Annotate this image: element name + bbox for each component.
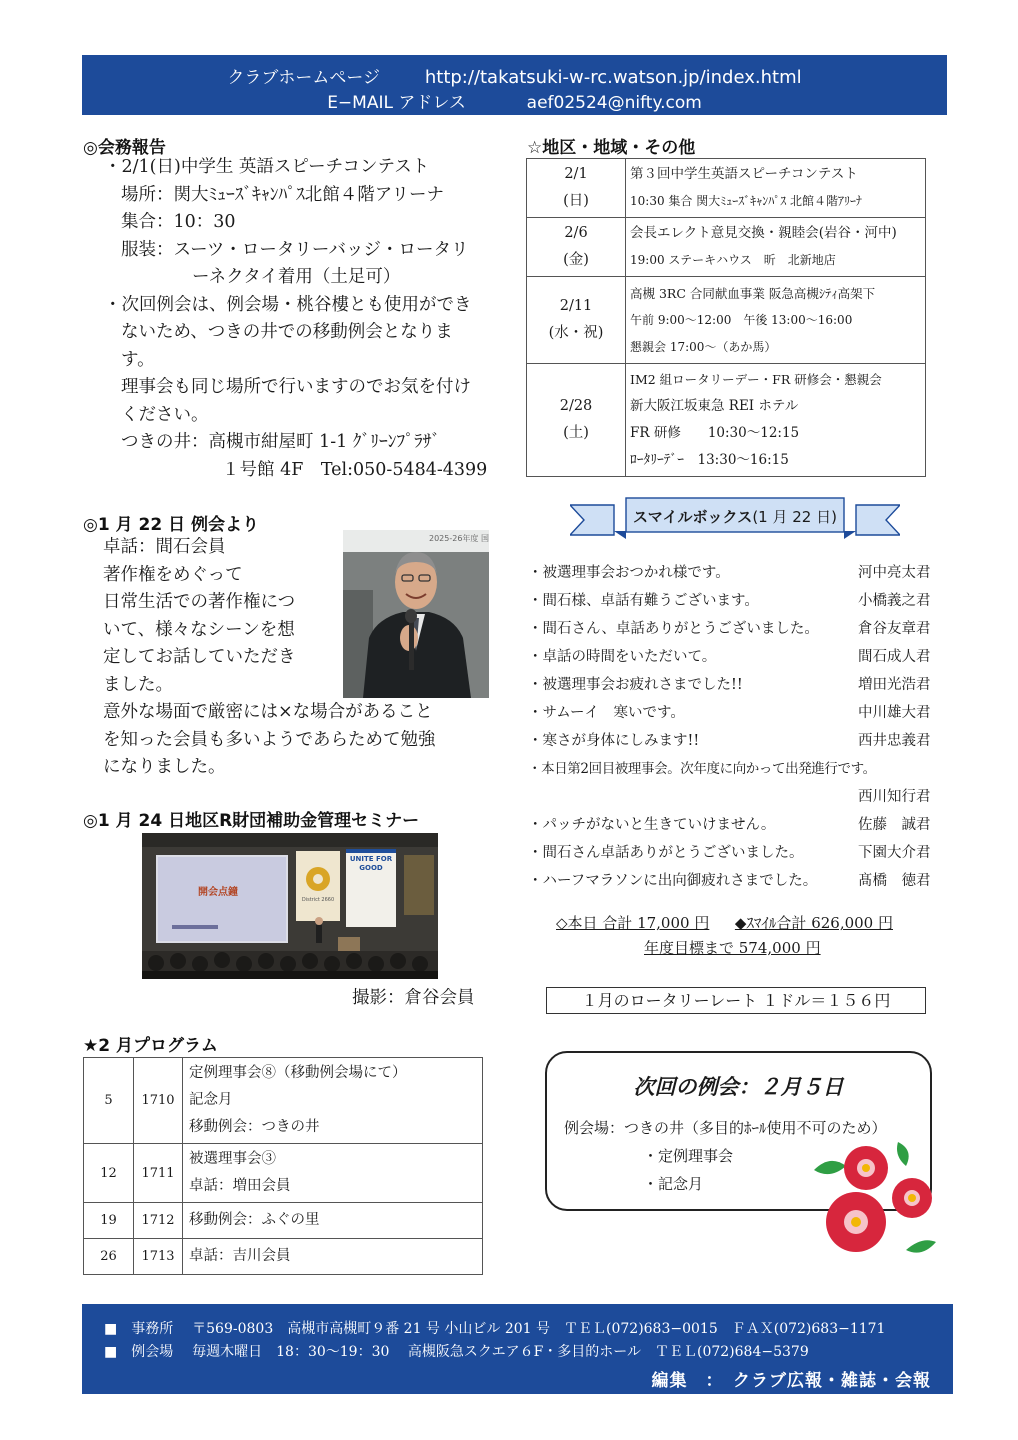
smile-member: 西川知行君 [858,789,931,805]
business-report-title: ◎会務報告 [83,138,166,158]
list-item [528,757,940,777]
seminar-photo [142,833,438,979]
footer-office-info: 〒569-0803 高槻市高槻町９番 21 号 小山ビル 201 号 ＴＥＬ(072)683−0015 ＦＡＸ(072)683−1171 [192,1321,886,1337]
list-item [528,701,940,722]
business-report-body [104,154,487,484]
event-line: 19:00 ステーキハウス 昕 北新地店 [630,253,836,267]
list-item [528,645,940,666]
list-item [528,589,940,610]
smile-member: 西井忠義君 [858,733,931,749]
smile-message: ・本日第2回目被理事会。次年度に向かって出発進行です。 [528,761,876,777]
program-day: 5 [84,1058,134,1144]
table-cell-date [527,218,626,277]
smile-box-title: スマイルボックス [633,508,753,526]
table-row [527,364,926,477]
event-line: IM2 組ロータリーデー・FR 研修会・懇親会 [630,372,882,387]
footer-venue-row [104,1341,809,1361]
event-line: FR 研修 10:30〜12:15 [630,425,800,441]
smile-member: 河中亮太君 [858,565,931,581]
meeting-title: ◎1 月 22 日 例会より [83,515,259,535]
footer-banner [82,1304,953,1394]
header-banner [82,55,947,115]
list-item [528,673,940,694]
next-meeting-venue: 例会場：つきの井（多目的ﾎｰﾙ使用不可のため） [564,1119,887,1137]
smile-message: ・間石さん卓話ありがとうございました。 [528,845,804,861]
smile-message: ・サムーイ 寒いです。 [528,705,685,721]
event-line: 新大阪江坂東急 REI ホテル [630,398,799,414]
rotary-rate-box: １月のロータリーレート １ドル＝１５６円 [546,987,926,1014]
footer-venue-info: 毎週木曜日 18：30〜19：30 高槻阪急スクエア６F・多目的ホール ＴＥＬ(072)684−5379 [192,1344,809,1360]
business-line: ーネクタイ着用（土足可） [192,267,401,287]
table-row [84,1239,483,1275]
meeting-line: 意外な場面で厳密には×な場合があること [103,702,433,722]
smile-member: 髙橋 徳君 [858,873,931,889]
list-item [528,729,940,750]
table-row [84,1203,483,1239]
event-line: 第３回中学生英語スピーチコンテスト [630,166,858,182]
table-row [84,1058,483,1144]
event-line: 午前 9:00〜12:00 午後 13:00〜16:00 [630,312,853,327]
business-line: １号館 4F Tel:050-5484-4399 [222,459,488,480]
program-activities [183,1239,483,1275]
email-address[interactable]: aef02524@nifty.com [526,93,702,113]
table-cell-description [626,218,926,277]
list-item [528,813,940,834]
program-activities [183,1203,483,1239]
footer-venue-label: ■ 例会場 [104,1344,174,1360]
program-activities [183,1144,483,1203]
next-meeting-title: 次回の例会：２月５日 [633,1075,844,1099]
business-line: つきの井：高槻市紺屋町 1-1 ｸﾞﾘｰﾝﾌﾟﾗｻﾞ [121,432,441,452]
program-table [83,1057,483,1275]
program-line: 卓話：吉川会員 [189,1248,291,1264]
event-weekday: (水・祝) [548,325,604,341]
smile-message: ・ハーフマラソンに出向御疲れさまでした。 [528,873,818,889]
business-line: ・次回例会は、例会場・桃谷樓とも使用ができ [104,294,472,315]
district-title: ☆地区・地域・その他 [527,138,696,158]
seminar-banner-district: District 2660 [301,897,335,903]
smile-target: 年度目標まで 574,000 円 [644,939,821,957]
smile-message: ・卓話の時間をいただいて。 [528,649,717,665]
table-row [527,218,926,277]
smile-total-cumulative: ◆ｽﾏｲﾙ合計 626,000 円 [734,914,893,932]
smile-totals [556,912,893,933]
smile-box-title-wrap [626,506,844,527]
seminar-screen-text: 開会点鐘 [198,887,238,898]
business-line: 服装：スーツ・ロータリーバッジ・ロータリ [121,239,469,260]
program-title: ★2 月プログラム [83,1036,218,1056]
business-line: 集合：10：30 [121,212,236,232]
smile-box-date: (1 月 22 日) [752,508,837,526]
table-cell-date [527,364,626,477]
business-line: す。 [121,349,155,370]
smile-member: 中川雄大君 [858,705,931,721]
event-date: 2/1 [564,166,588,182]
meeting-line: 定してお話していただき [103,647,296,667]
event-line: 高槻 3RC 合同献血事業 阪急高槻ｼﾃｨ高架下 [630,285,876,301]
program-activities [183,1058,483,1144]
event-date: 2/28 [559,398,593,414]
email-row [82,88,947,113]
meeting-line: 著作権をめぐって [103,564,243,585]
program-line: 移動例会：ふぐの里 [189,1212,320,1228]
smile-message: ・パッチがないと生きていけません。 [528,817,776,833]
email-label: E−MAIL アドレス [327,93,466,113]
list-item [528,561,940,582]
footer-editor: 編集 ： クラブ広報・雑誌・会報 [651,1371,931,1391]
district-table [526,158,926,477]
business-line: 場所：関大ﾐｭｰｽﾞｷｬﾝﾊﾟｽ北館４階アリーナ [121,184,445,205]
list-item [528,869,940,890]
table-cell-date [527,277,626,364]
smile-member: 小橋義之君 [858,593,931,609]
footer-office-label: ■ 事務所 [104,1321,174,1337]
meeting-line: 日常生活での著作権につ [103,592,296,612]
smile-message: ・被選理事会おつかれ様です。 [528,565,730,581]
meeting-line: いて、様々なシーンを想 [103,619,295,640]
table-row [84,1144,483,1203]
table-row [527,159,926,218]
program-meeting-number: 1712 [134,1203,183,1239]
event-line: ﾛｰﾀﾘｰﾃﾞｰ 13:30〜16:15 [630,452,789,468]
business-line: ください。 [121,404,209,425]
business-line: ・2/1(日)中学生 英語スピーチコンテスト [104,157,430,177]
table-cell-date [527,159,626,218]
meeting-line: ました。 [103,674,173,695]
event-date: 2/11 [559,298,593,314]
speaker-photo [343,530,489,698]
homepage-label: クラブホームページ [227,68,381,88]
homepage-row [82,63,947,88]
program-day: 26 [84,1239,134,1275]
smile-member: 下園大介君 [858,845,931,861]
smile-message: ・間石さん、卓話ありがとうございました。 [528,621,819,637]
footer-office-row [104,1318,885,1338]
event-line: 10:30 集合 関大ﾐｭｰｽﾞｷｬﾝﾊﾟｽ 北館４階ｱﾘｰﾅ [630,194,863,208]
smile-message: ・寒さが身体にしみます!! [528,733,700,749]
next-meeting-item: ・記念月 [643,1175,704,1193]
program-line: 記念月 [189,1092,233,1108]
program-meeting-number: 1711 [134,1144,183,1203]
smile-member: 増田光浩君 [858,677,931,693]
smile-box-ribbon [570,495,900,543]
camellia-flowers-icon [810,1140,945,1260]
table-cell-description [626,159,926,218]
event-line: 会長エレクト意見交換・親睦会(岩谷・河中) [630,225,897,241]
table-row [527,277,926,364]
meeting-line: 卓話：間石会員 [103,537,226,557]
event-line: 懇親会 17:00〜（あか馬） [630,339,777,354]
smile-member: 間石成人君 [858,649,931,665]
event-weekday: (日) [563,193,589,209]
smile-message: ・間石様、卓話有難うございます。 [528,593,759,609]
program-day: 12 [84,1144,134,1203]
smile-message: ・被選理事会お疲れさまでした!! [528,677,743,693]
photo-banner-text: 2025-26年度 国 [429,534,489,543]
list-item [528,617,940,638]
program-line: 移動例会：つきの井 [189,1119,320,1135]
program-line: 卓話：増田会員 [189,1178,291,1194]
table-cell-description [626,277,926,364]
program-line: 被選理事会③ [189,1151,276,1167]
event-weekday: (土) [563,425,589,441]
next-meeting-item: ・定例理事会 [643,1147,734,1165]
meeting-line: を知った会員も多いようであらためて勉強 [103,729,436,750]
event-weekday: (金) [563,252,589,268]
smile-total-today: ◇本日 合計 17,000 円 [556,914,710,932]
seminar-banner-unite: UNITE FOR GOOD [349,855,393,872]
seminar-title: ◎1 月 24 日地区R財団補助金管理セミナー [83,811,420,831]
meeting-line: になりました。 [103,757,226,777]
seminar-photo-caption: 撮影：倉谷会員 [352,988,475,1008]
program-line: 定例理事会⑧（移動例会場にて） [189,1065,407,1081]
program-day: 19 [84,1203,134,1239]
program-meeting-number: 1710 [134,1058,183,1144]
business-line: 理事会も同じ場所で行いますのでお気を付け [121,377,471,397]
table-cell-description [626,364,926,477]
smile-member: 倉谷友章君 [858,621,931,637]
program-meeting-number: 1713 [134,1239,183,1275]
homepage-url[interactable]: http://takatsuki-w-rc.watson.jp/index.html [424,67,802,88]
list-item [528,841,940,862]
event-date: 2/6 [564,225,588,241]
smile-member: 佐藤 誠君 [858,817,931,833]
business-line: ないため、つきの井での移動例会となりま [121,322,453,342]
